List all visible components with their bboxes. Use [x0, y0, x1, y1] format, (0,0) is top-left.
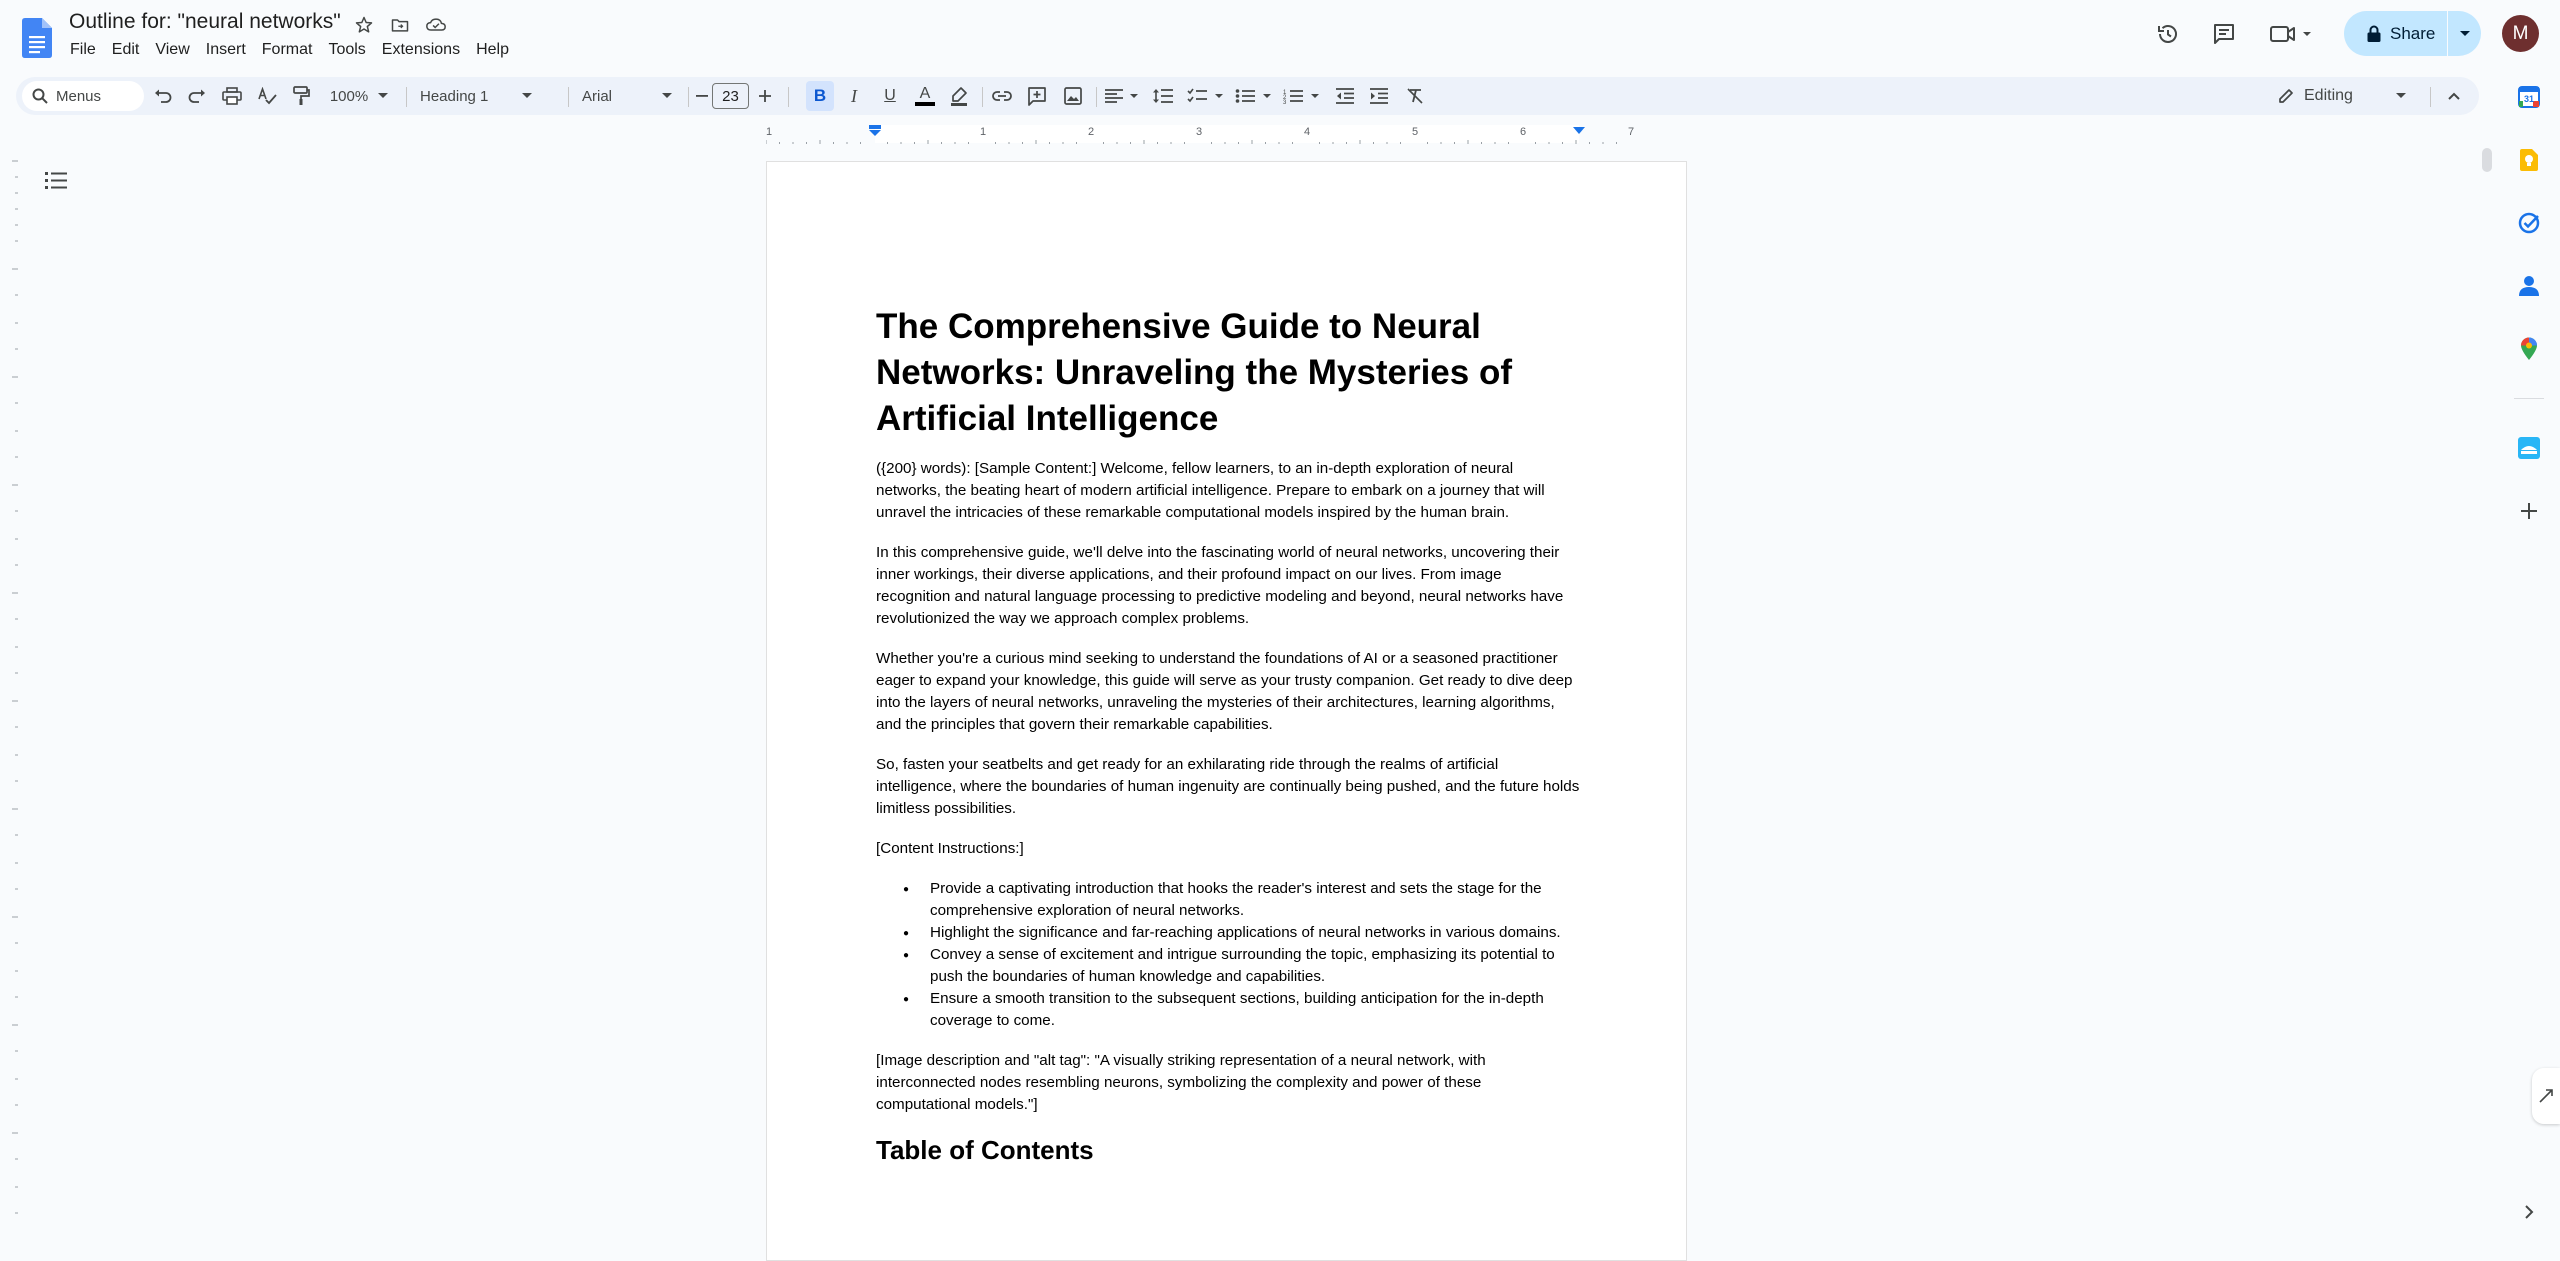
calendar-icon[interactable] — [2517, 85, 2541, 109]
image-description-paragraph[interactable]: [Image description and "alt tag": "A visually striking representation of a neural network, with interconnected nodes resembling neurons, symbolizing the complexity and power of these computational models."] — [876, 1052, 1486, 1113]
move-folder-icon[interactable] — [388, 13, 412, 37]
ruler-label: 4 — [1303, 126, 1311, 138]
instructions-list — [876, 878, 1580, 1032]
toolbar-divider — [406, 87, 407, 107]
ruler-label: 3 — [1195, 126, 1203, 138]
menu-format[interactable]: Format — [261, 41, 313, 58]
toolbar-divider — [982, 87, 983, 107]
svg-text:3: 3 — [1283, 100, 1287, 104]
highlight-color-icon[interactable] — [946, 83, 972, 109]
text-color-icon[interactable]: A — [912, 83, 938, 109]
insert-link-icon[interactable] — [988, 83, 1016, 109]
ruler-label: 7 — [1627, 126, 1635, 138]
line-spacing-icon[interactable] — [1150, 83, 1176, 109]
tasks-icon[interactable] — [2517, 211, 2541, 235]
share-options-caret-icon[interactable] — [2447, 11, 2481, 56]
paragraph[interactable]: In this comprehensive guide, we'll delve into the fascinating world of neural networks, uncovering their inner workings, their diverse applications, and their profound impact on our lives. From image recognition and natural language processing to predictive modeling and beyond, neural networks have revolutionized the way we approach complex problems. — [876, 544, 1564, 627]
vertical-ruler[interactable] — [0, 145, 18, 1239]
menu-insert[interactable]: Insert — [205, 41, 246, 58]
toolbar-divider — [1096, 87, 1097, 107]
avatar[interactable]: M — [2502, 15, 2539, 52]
document-title[interactable]: Outline for: "neural networks" — [69, 10, 341, 33]
checklist-icon[interactable] — [1186, 83, 1226, 109]
horizontal-ruler[interactable] — [766, 123, 1686, 145]
document-page[interactable] — [766, 161, 1687, 1261]
ruler-label: 6 — [1519, 126, 1527, 138]
title-bar — [0, 0, 2560, 68]
ruler-label: 1 — [766, 126, 773, 138]
increase-indent-icon[interactable] — [1366, 83, 1392, 109]
side-panel — [2498, 68, 2560, 1239]
add-comment-icon[interactable] — [1024, 83, 1050, 109]
document-body[interactable] — [876, 304, 1580, 1166]
toolbar-divider — [788, 87, 789, 107]
svg-text:2: 2 — [1283, 95, 1287, 101]
share-label: Share — [2390, 23, 2436, 43]
print-icon[interactable] — [219, 83, 245, 109]
paragraph[interactable]: So, fasten your seatbelts and get ready for an exhilarating ride through the realms of artificial intelligence, where the boundaries of human ingenuity are continually being pushed, and the future holds limitless possibilities. — [876, 756, 1580, 817]
hide-side-panel-icon[interactable] — [2517, 1200, 2541, 1224]
docs-logo-icon[interactable] — [22, 18, 52, 58]
redo-icon[interactable] — [184, 83, 210, 109]
formatting-toolbar — [16, 77, 2479, 115]
lock-icon — [2366, 25, 2382, 43]
numbered-list-icon[interactable] — [1282, 83, 1322, 109]
ruler-label: 5 — [1411, 126, 1419, 138]
editing-mode-label: Editing — [2304, 87, 2353, 104]
font-size-input[interactable]: 23 — [712, 83, 749, 109]
chevron-down-icon — [2396, 93, 2406, 99]
increase-font-size-icon[interactable] — [754, 83, 776, 109]
first-line-indent-marker[interactable] — [869, 125, 881, 129]
paragraph[interactable]: ({200} words): [Sample Content:] Welcome, fellow learners, to an in-depth exploration of neural networks, the beating heart of modern artificial intelligence. Prepare to embark on a journey that will unravel the intricacies of these remarkable computational models inspired by the human brain. — [876, 460, 1545, 521]
version-history-icon[interactable] — [2154, 20, 2182, 48]
bulleted-list-icon[interactable] — [1234, 83, 1274, 109]
collapse-toolbar-icon[interactable] — [2442, 83, 2466, 109]
pencil-icon — [2278, 88, 2294, 104]
editing-mode-select[interactable] — [2266, 81, 2422, 111]
cloud-saved-icon[interactable] — [424, 13, 448, 37]
menu-bar — [62, 40, 517, 60]
toolbar-divider — [688, 87, 689, 107]
side-panel-toggle-icon[interactable] — [2532, 1068, 2560, 1124]
undo-icon[interactable] — [150, 83, 176, 109]
menu-file[interactable]: File — [70, 41, 96, 58]
ruler-label: 1 — [979, 126, 987, 138]
menu-view[interactable]: View — [155, 41, 190, 58]
vertical-scrollbar-thumb[interactable] — [2482, 148, 2492, 172]
search-menus-placeholder: Menus — [56, 87, 102, 105]
side-panel-divider — [2514, 398, 2544, 399]
document-heading[interactable]: The Comprehensive Guide to Neural Networks: Unraveling the Mysteries of Artificial Intelligence — [876, 307, 1512, 438]
paragraph-style-value: Heading 1 — [420, 87, 489, 105]
ruler-label: 2 — [1087, 126, 1095, 138]
paragraph[interactable]: Whether you're a curious mind seeking to understand the foundations of AI or a seasoned practitioner eager to expand your knowledge, this guide will serve as your trusty companion. Get ready to dive deep into the layers of neural networks, unraveling the mysteries of their architectures, learning algorithms, and the principles that govern their remarkable capabilities. — [876, 650, 1573, 733]
insert-image-icon[interactable] — [1060, 83, 1086, 109]
spellcheck-icon[interactable] — [254, 83, 280, 109]
bold-icon[interactable]: B — [813, 86, 827, 105]
chevron-down-icon — [662, 93, 672, 99]
document-outline-icon[interactable] — [44, 170, 70, 194]
list-item[interactable]: ● Convey a sense of excitement and intrigue surrounding the topic, emphasizing its potential to push the boundaries of human knowledge and capabilities. — [876, 944, 1580, 988]
menu-extensions[interactable]: Extensions — [381, 41, 461, 58]
share-button[interactable] — [2344, 11, 2481, 56]
toolbar-divider — [2430, 87, 2431, 107]
clear-formatting-icon[interactable] — [1402, 83, 1428, 109]
table-of-contents-heading[interactable]: Table of Contents — [876, 1135, 1094, 1165]
list-item[interactable]: ● Highlight the significance and far-reaching applications of neural networks in various domains. — [876, 922, 1580, 944]
maps-icon[interactable] — [2517, 337, 2541, 361]
italic-icon[interactable]: I — [851, 85, 857, 106]
list-item[interactable]: ● Ensure a smooth transition to the subsequent sections, building anticipation for the in-depth coverage to come. — [876, 988, 1580, 1032]
font-family-select[interactable] — [574, 83, 684, 109]
comments-icon[interactable] — [2210, 20, 2238, 48]
menu-edit[interactable]: Edit — [111, 41, 140, 58]
content-instructions-label[interactable]: [Content Instructions:] — [876, 840, 1024, 857]
font-family-value: Arial — [582, 87, 613, 105]
toolbar-divider — [568, 87, 569, 107]
search-icon — [32, 88, 48, 104]
zoom-select[interactable] — [326, 83, 392, 109]
menu-tools[interactable]: Tools — [328, 41, 366, 58]
addon-app-icon[interactable] — [2517, 436, 2541, 460]
add-addon-icon[interactable] — [2517, 499, 2541, 523]
svg-text:1: 1 — [1283, 90, 1287, 96]
zoom-value: 100% — [329, 87, 369, 105]
chevron-down-icon — [378, 93, 388, 99]
decrease-indent-icon[interactable] — [1332, 83, 1358, 109]
meet-icon[interactable] — [2268, 20, 2314, 48]
paint-format-icon[interactable] — [288, 83, 314, 109]
svg-text:31: 31 — [2523, 94, 2535, 104]
underline-icon[interactable]: U — [884, 87, 896, 104]
search-menus-input[interactable] — [22, 81, 144, 111]
menu-help[interactable]: Help — [476, 41, 509, 58]
decrease-font-size-icon[interactable] — [694, 83, 710, 109]
align-icon[interactable] — [1102, 83, 1142, 109]
star-icon[interactable] — [352, 13, 376, 37]
list-item[interactable]: ● Provide a captivating introduction that hooks the reader's interest and sets the stage for the comprehensive exploration of neural networks. — [876, 878, 1580, 922]
keep-icon[interactable] — [2517, 148, 2541, 172]
chevron-down-icon — [522, 93, 532, 99]
contacts-icon[interactable] — [2517, 274, 2541, 298]
paragraph-style-select[interactable] — [420, 83, 560, 109]
